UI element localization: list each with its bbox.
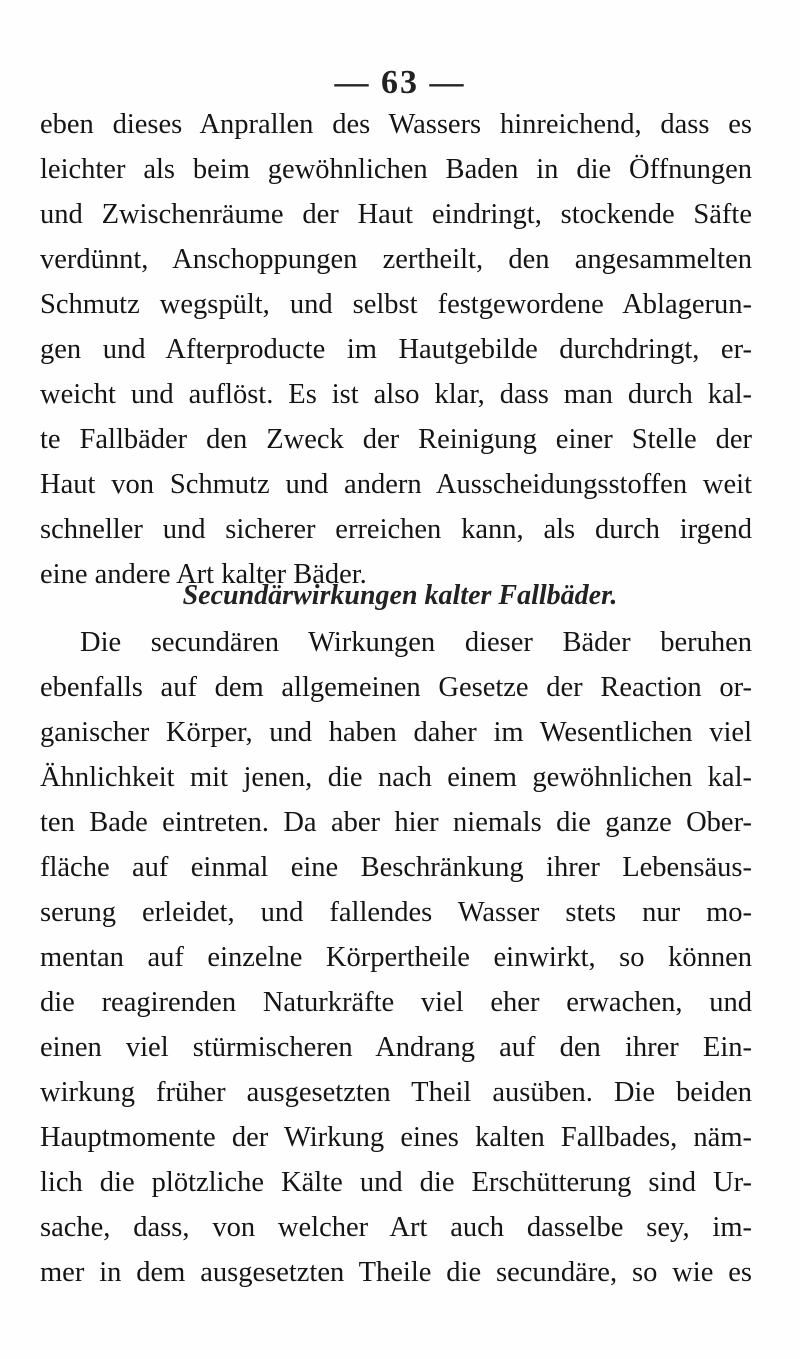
text-line: lich die plötzliche Kälte und die Erschütterung sind Ur-	[40, 1167, 752, 1198]
text-line: Hauptmomente der Wirkung eines kalten Fallbades, näm-	[40, 1122, 752, 1153]
text-line: und Zwischenräume der Haut eindringt, stockende Säfte	[40, 199, 752, 230]
paragraph-2	[40, 620, 752, 1295]
text-line: weicht und auflöst. Es ist also klar, dass man durch kal-	[40, 379, 752, 410]
text-line: fläche auf einmal eine Beschränkung ihrer Lebensäus-	[40, 852, 752, 883]
text-line: gen und Afterproducte im Hautgebilde durchdringt, er-	[40, 334, 752, 365]
text-line: eben dieses Anprallen des Wassers hinreichend, dass es	[40, 109, 752, 140]
text-line: wirkung früher ausgesetzten Theil ausüben. Die beiden	[40, 1077, 752, 1108]
paragraph-1	[40, 102, 752, 597]
text-line: eine andere Art kalter Bäder.	[40, 559, 367, 590]
text-line: einen viel stürmischeren Andrang auf den ihrer Ein-	[40, 1032, 752, 1063]
text-line: serung erleidet, und fallendes Wasser stets nur mo-	[40, 897, 752, 928]
text-line: schneller und sicherer erreichen kann, als durch irgend	[40, 514, 752, 545]
page-number: — 63 —	[334, 64, 466, 101]
text-line: mentan auf einzelne Körpertheile einwirkt, so können	[40, 942, 752, 973]
text-line: Haut von Schmutz und andern Ausscheidungsstoffen weit	[40, 469, 752, 500]
text-line: sache, dass, von welcher Art auch dasselbe sey, im-	[40, 1212, 752, 1243]
text-line: verdünnt, Anschoppungen zertheilt, den angesammelten	[40, 244, 752, 275]
text-line: ganischer Körper, und haben daher im Wesentlichen viel	[40, 717, 752, 748]
text-line: Schmutz wegspült, und selbst festgewordene Ablagerun-	[40, 289, 752, 320]
text-line: ten Bade eintreten. Da aber hier niemals die ganze Ober-	[40, 807, 752, 838]
section-heading: Secundärwirkungen kalter Fallbäder.	[182, 580, 618, 611]
text-line: ebenfalls auf dem allgemeinen Gesetze der Reaction or-	[40, 672, 752, 703]
text-line: Die secundären Wirkungen dieser Bäder beruhen	[80, 627, 752, 658]
text-line: leichter als beim gewöhnlichen Baden in die Öffnungen	[40, 154, 752, 185]
text-line: mer in dem ausgesetzten Theile die secundäre, so wie es	[40, 1257, 752, 1288]
text-line: Ähnlichkeit mit jenen, die nach einem gewöhnlichen kal-	[40, 762, 752, 793]
text-line: die reagirenden Naturkräfte viel eher erwachen, und	[40, 987, 752, 1018]
text-line: te Fallbäder den Zweck der Reinigung einer Stelle der	[40, 424, 752, 455]
